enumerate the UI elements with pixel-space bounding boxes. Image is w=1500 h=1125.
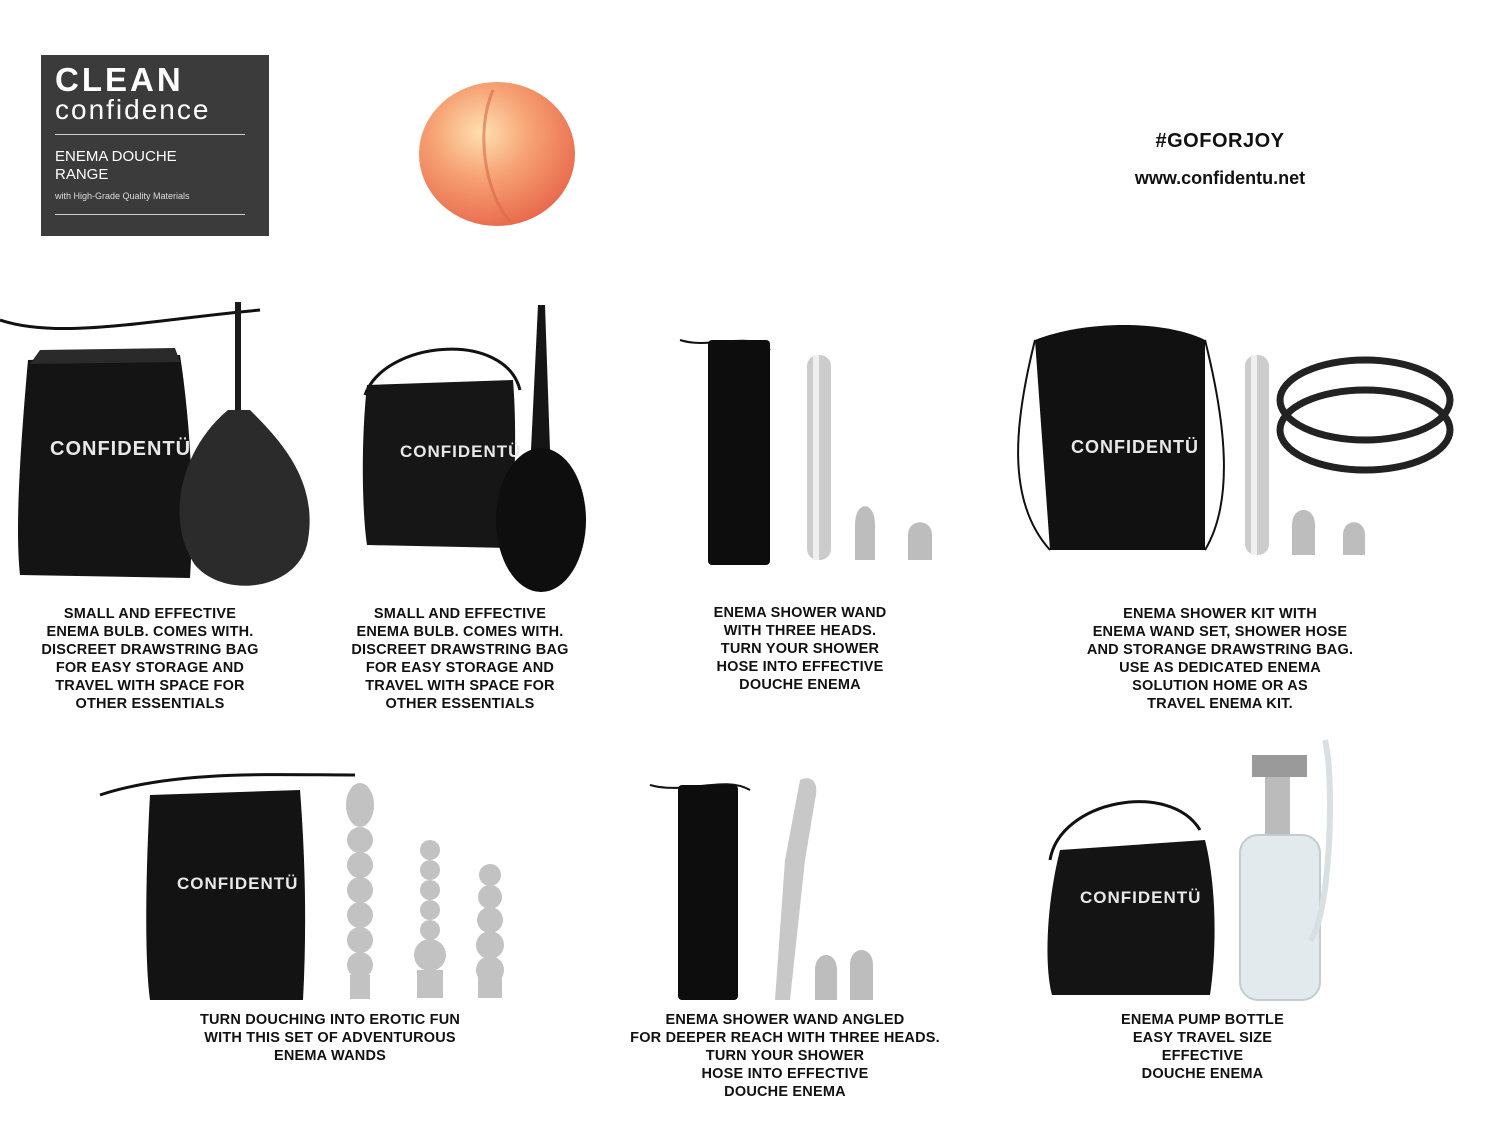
- caption-line: HOSE INTO EFFECTIVE: [701, 1066, 869, 1082]
- product-5-brand: CONFIDENTÜ: [177, 874, 299, 893]
- product-2-caption: [330, 605, 590, 713]
- caption-line: ENEMA BULB. COMES WITH.: [46, 624, 254, 640]
- badge-tagline: with High-Grade Quality Materials: [55, 191, 190, 201]
- caption-line: TURN YOUR SHOWER: [720, 641, 880, 657]
- caption-line: ENEMA PUMP BOTTLE: [1121, 1012, 1284, 1028]
- caption-line: TURN DOUCHING INTO EROTIC FUN: [199, 1012, 461, 1028]
- caption-line: TRAVEL ENEMA KIT.: [1147, 696, 1293, 712]
- caption-line: EFFECTIVE: [1161, 1048, 1244, 1064]
- product-7-image: [1040, 740, 1370, 1000]
- product-6-caption: [620, 1011, 950, 1101]
- badge-range: ENEMA DOUCHE RANGE: [55, 148, 177, 183]
- product-3-image: [670, 330, 950, 570]
- caption-line: DOUCHE ENEMA: [1141, 1066, 1264, 1082]
- caption-line: ENEMA SHOWER KIT WITH: [1123, 606, 1317, 622]
- badge-subtitle: confidence: [55, 94, 211, 125]
- caption-line: OTHER ESSENTIALS: [385, 696, 535, 712]
- product-3-caption: [670, 604, 930, 694]
- caption-line: TRAVEL WITH SPACE FOR: [365, 678, 555, 694]
- product-1-image: [0, 300, 320, 600]
- product-2-image: [345, 300, 605, 600]
- caption-line: SMALL AND EFFECTIVE: [373, 606, 547, 622]
- caption-line: FOR EASY STORAGE AND: [365, 660, 555, 676]
- product-6-image: [645, 770, 905, 1005]
- product-1-brand: CONFIDENTÜ: [50, 438, 192, 460]
- caption-line: TRAVEL WITH SPACE FOR: [55, 678, 245, 694]
- product-5-image: [95, 765, 525, 1005]
- caption-line: ENEMA SHOWER WAND ANGLED: [665, 1012, 905, 1028]
- caption-line: USE AS DEDICATED ENEMA: [1119, 660, 1321, 676]
- caption-line: DOUCHE ENEMA: [724, 1084, 846, 1100]
- brand-badge: [41, 55, 269, 236]
- badge-divider-bottom: [55, 214, 245, 215]
- caption-line: FOR EASY STORAGE AND: [55, 660, 245, 676]
- caption-line: HOSE INTO EFFECTIVE: [716, 659, 884, 675]
- caption-line: ENEMA SHOWER WAND: [713, 605, 887, 621]
- hashtag: #GOFORJOY: [1155, 130, 1285, 152]
- caption-line: FOR DEEPER REACH WITH THREE HEADS.: [630, 1030, 940, 1046]
- peach-image: [415, 82, 580, 232]
- badge-title: CLEAN: [55, 61, 184, 98]
- caption-line: SMALL AND EFFECTIVE: [63, 606, 237, 622]
- product-4-brand: CONFIDENTÜ: [1071, 437, 1199, 457]
- caption-line: OTHER ESSENTIALS: [75, 696, 225, 712]
- caption-line: EASY TRAVEL SIZE: [1132, 1030, 1273, 1046]
- product-2-brand: CONFIDENTÜ: [400, 442, 522, 461]
- product-4-image: [1005, 320, 1475, 570]
- product-7-brand: CONFIDENTÜ: [1080, 888, 1202, 907]
- caption-line: DISCREET DRAWSTRING BAG: [351, 642, 569, 658]
- caption-line: ENEMA WANDS: [273, 1048, 387, 1064]
- caption-line: WITH THREE HEADS.: [723, 623, 877, 639]
- caption-line: TURN YOUR SHOWER: [705, 1048, 865, 1064]
- badge-divider-top: [55, 134, 245, 135]
- product-1-caption: [20, 605, 280, 713]
- product-7-caption: [1080, 1011, 1325, 1083]
- caption-line: AND STORANGE DRAWSTRING BAG.: [1086, 642, 1354, 658]
- product-5-caption: [180, 1011, 480, 1065]
- caption-line: DOUCHE ENEMA: [739, 677, 861, 693]
- product-4-caption: [1070, 605, 1370, 713]
- caption-line: ENEMA WAND SET, SHOWER HOSE: [1092, 624, 1348, 640]
- caption-line: WITH THIS SET OF ADVENTUROUS: [204, 1030, 456, 1046]
- caption-line: SOLUTION HOME OR AS: [1132, 678, 1308, 694]
- caption-line: ENEMA BULB. COMES WITH.: [356, 624, 564, 640]
- website-link[interactable]: www.confidentu.net: [1134, 168, 1306, 188]
- caption-line: DISCREET DRAWSTRING BAG: [41, 642, 259, 658]
